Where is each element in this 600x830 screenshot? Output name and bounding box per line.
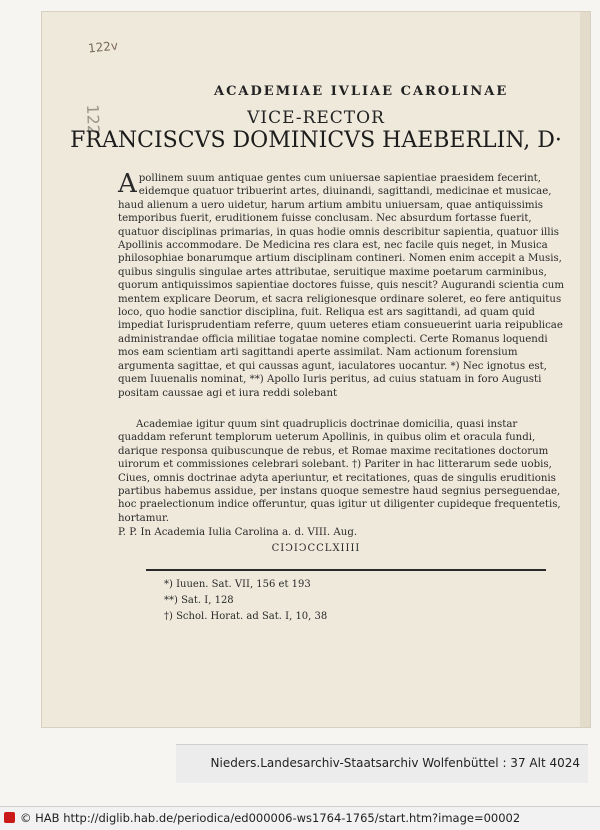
- footnote-1: *) Iuuen. Sat. VII, 156 et 193: [164, 579, 311, 590]
- paragraph-2: Academiae igitur quum sint quadruplicis doctrinae domicilia, quasi instar quaddam referunt templorum ueterum Apollinis, in quibus olim et oracula fundi, darique responsa quibuscunque de rebus, et Romae maxime recitationes doctorum uirorum et commissiones celebrari solebant. †) Pariter in hac litterarum sede uobis, Ciues, omnis doctrinae adyta aperiuntur, et recitationes, quas de singulis eruditionis partibus habemus assidue, per instans quoque semestre haud segnius perseguendae, hoc praelectionum indice offeruntur, quas igitur ut diligenter cupideque frequentetis, hortamur.: [118, 419, 561, 524]
- footnote-3: †) Schol. Horat. ad Sat. I, 10, 38: [164, 611, 328, 622]
- footnote-2: **) Sat. I, 128: [164, 595, 234, 606]
- heading-academy: ACADEMIAE IVLIAE CAROLINAE: [214, 84, 509, 99]
- paragraph-1-text: pollinem suum antiquae gentes cum uniuersae sapientiae praesidem fecerint, eidemque quatuor tribuerint artes, diuinandi, sagittandi, medicinae et musicae, haud alienum a uero uidetur, harum artium ambitu uniuersam, quae antiquissimis temporibus fuerit, eruditionem fuisse conclusam. Nec absurdum fortasse fuerit, quatuor disciplinas primarias, in quas hodie omnis describitur sapientia, quatuor illis Apollinis accommodare. De Medicina res clara est, nec facile quis neget, in Musica philosophiae bonarumque artium disciplinam contineri. Nomen enim accepit a Musis, quibus singulis singulae artes attributae, seruitique maxime poetarum carminibus, quorum antiquissimos sapientiae doctores fuisse, quis nescit? Augurandi scientia cum mentem explicare Deorum, et sacra religionesque ordinare soleret, eo fere antiquitus loco, quo hodie sanctior disciplina, fuit. Reliqua est ars sagittandi, ad quam quid impediat Iurisprudentiam referre, quum ueteres etiam consueuerint uaria reipublicae administrandae officia militiae togatae nomine complecti. Certe Romanus loquendi mos eam scientiam arti sagittandi aperte assimilat. Nam actionum forensium argumenta sagittae, et qui caussas agunt, iaculatores uocantur. *) Nec ignotus est, quem Iuuenalis nominat, **) Apollo Iuris peritus, ad cuius statuam in foro Augusti positam caussae agi et iura reddi solebant: [118, 173, 564, 399]
- source-url[interactable]: © HAB http://diglib.hab.de/periodica/ed000006-ws1764-1765/start.htm?image=00002: [20, 811, 521, 825]
- heading-vice-rector: VICE-RECTOR: [247, 108, 385, 128]
- shelfmark: 122v: [87, 38, 119, 56]
- hab-logo-icon: [4, 812, 15, 823]
- status-bar: [0, 806, 600, 830]
- drop-cap: A: [118, 169, 137, 199]
- paper-edge: [580, 12, 590, 727]
- footnote-rule: [146, 569, 546, 571]
- pencil-number: 122: [83, 104, 104, 136]
- heading-name: FRANCISCVS DOMINICVS HAEBERLIN, D·: [70, 128, 562, 153]
- signoff: P. P. In Academia Iulia Carolina a. d. VIII. Aug.: [118, 527, 358, 538]
- archive-label: Nieders.Landesarchiv-Staatsarchiv Wolfenbüttel : 37 Alt 4024: [210, 756, 580, 770]
- date-line: CIↃIↃCCLXIIII: [271, 543, 361, 554]
- document-page: [42, 12, 590, 727]
- footnotes: [164, 577, 327, 625]
- paragraph-1: [118, 169, 568, 400]
